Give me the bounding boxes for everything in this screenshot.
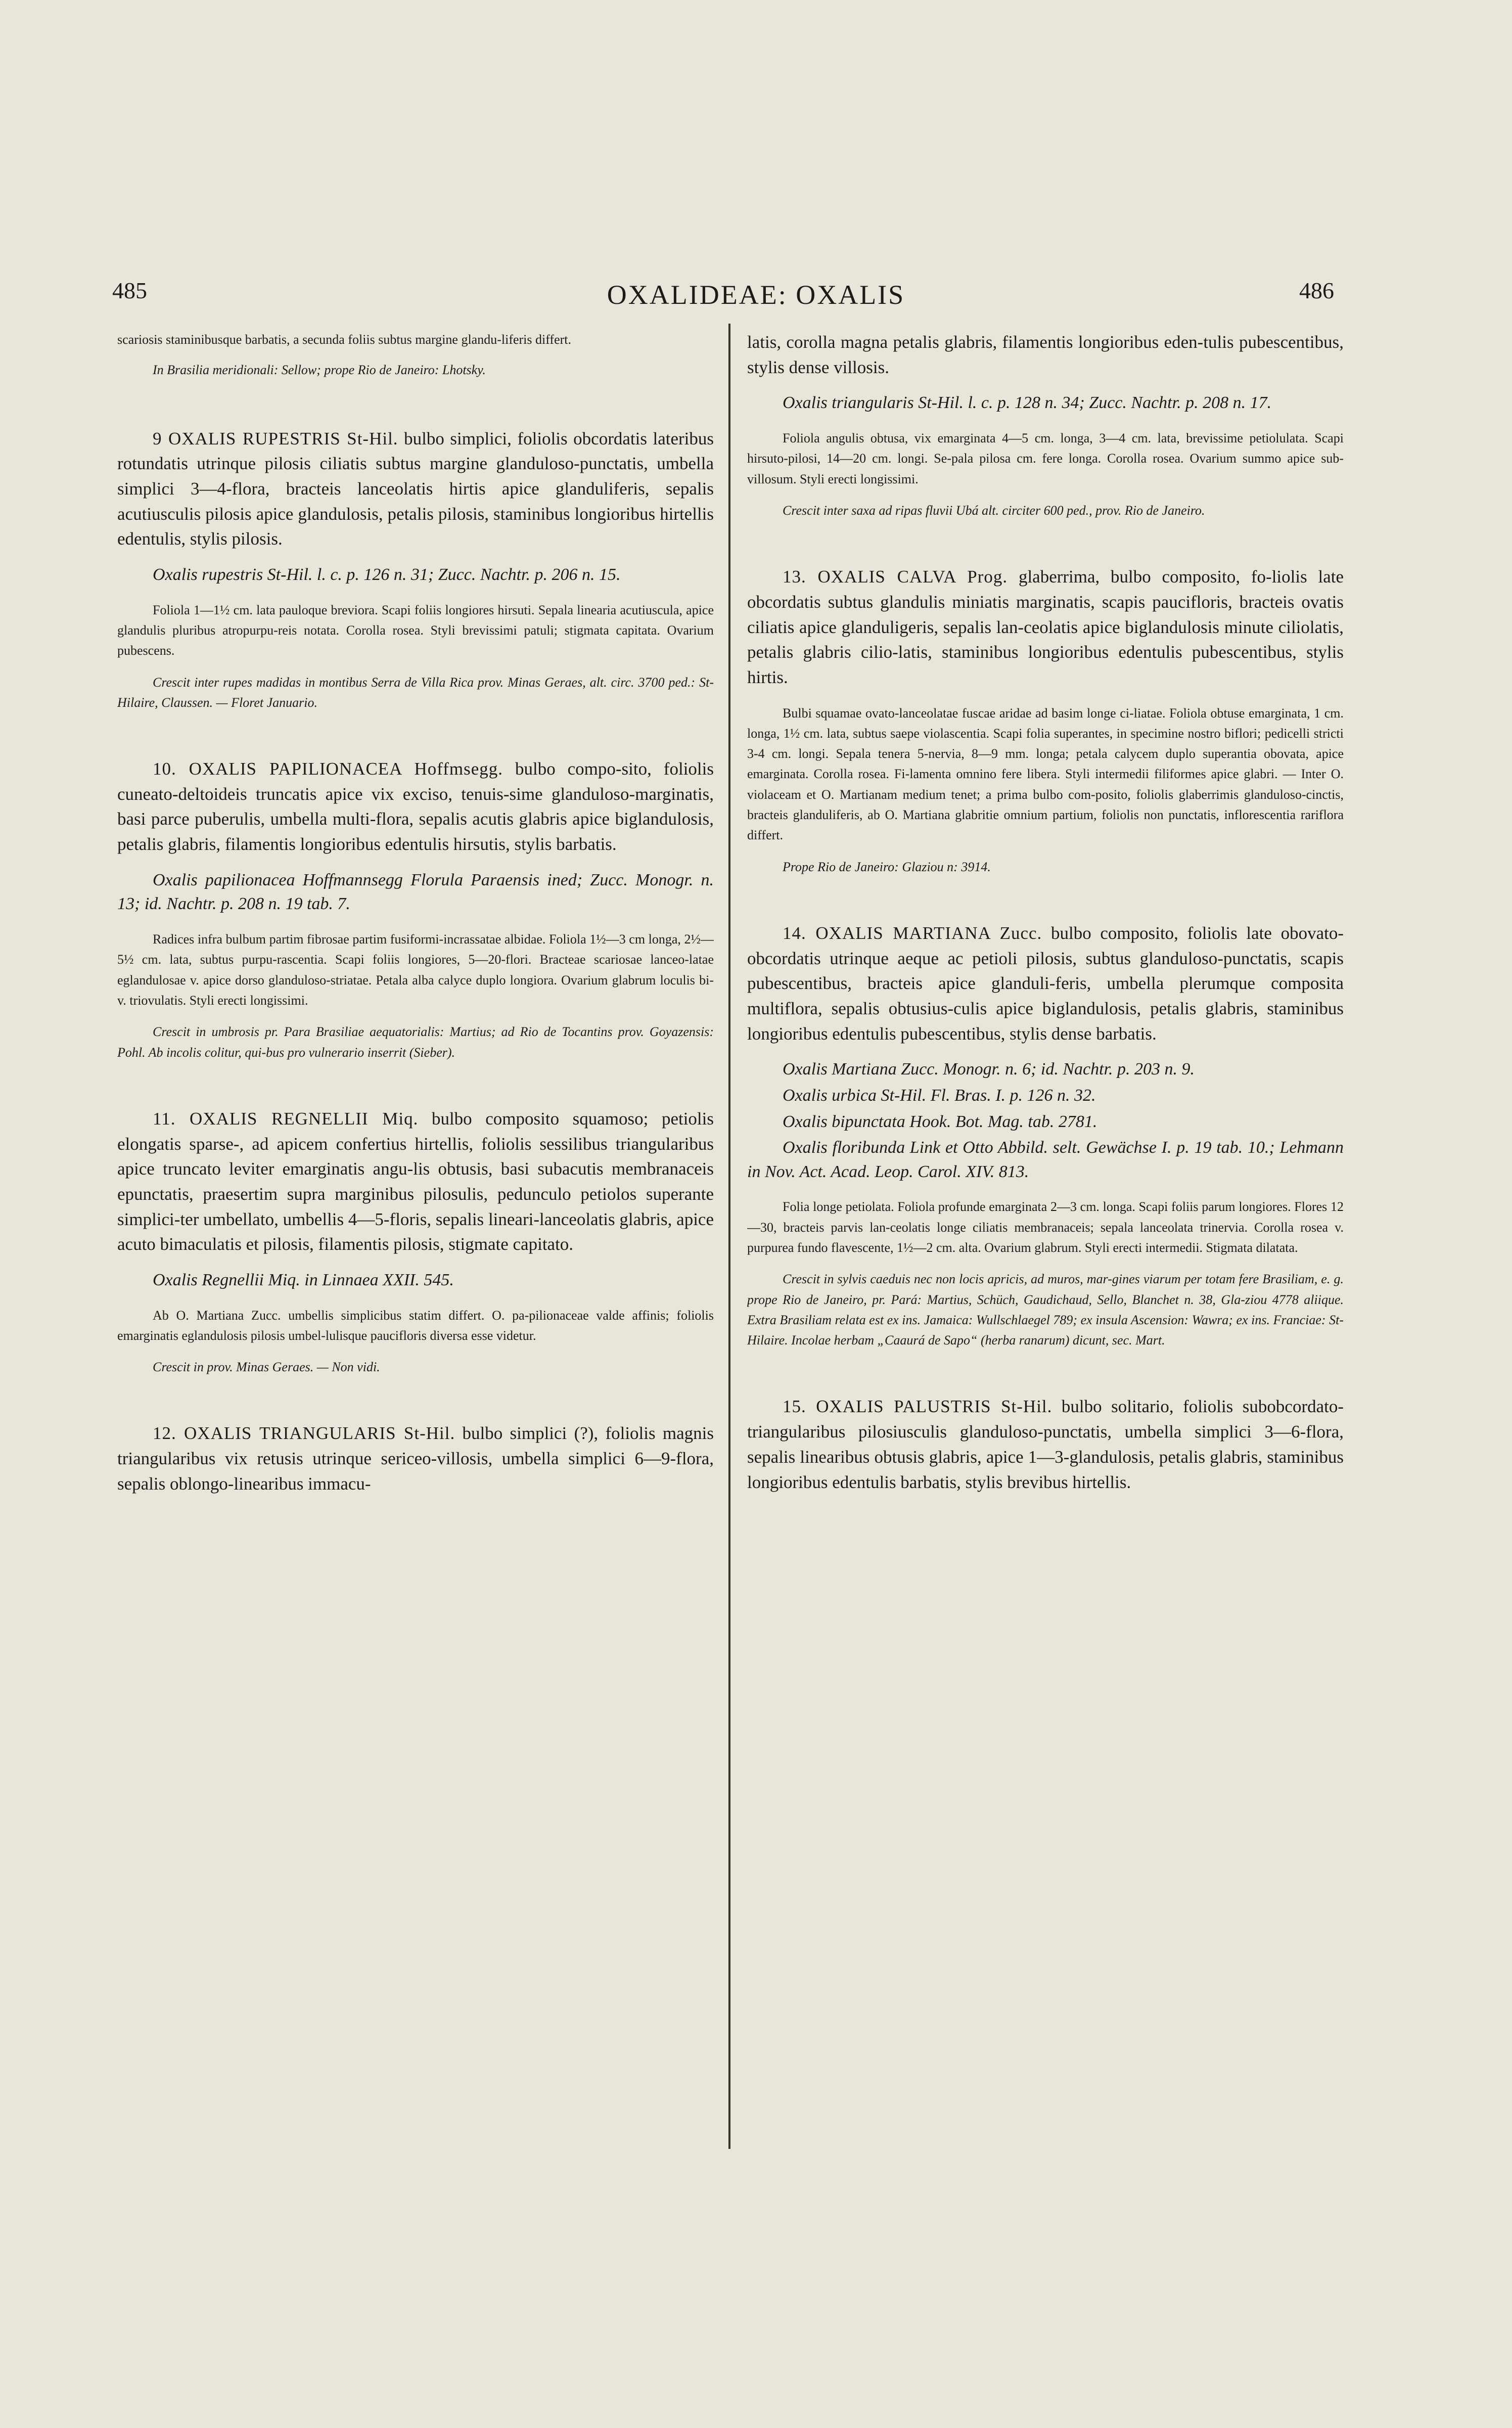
species-entry-9: [117, 426, 714, 713]
left-page-number: 485: [112, 278, 147, 303]
continued-habitat: In Brasilia meridionali: Sellow; prope Rio de Janeiro: Lhotsky.: [153, 363, 486, 378]
morphology-note: Foliola angulis obtusa, vix emarginata 4—5 cm. longa, 3—4 cm. lata, brevissime petiolulata. Scapi hirsuto-pilosi, 14—20 cm. longi. Se-pala pilosa cm. fere longa. Corolla rosea. Ovarium summo apice sub-villosum. Styli erecti longissimi.: [747, 430, 1344, 486]
morphology-note: Folia longe petiolata. Foliola profunde emarginata 2—3 cm. longa. Scapi foliis parum longiores. Flores 12—30, bracteis parvis lan-ceolatis longe ciliatis membranaceis; sepala lanceolata trinervia. Corolla rosea v. purpurea fundo flavescente, 1½—2 cm. alta. Ovarium glabrum. Styli erecti intermedii. Stigmata dilatata.: [747, 1199, 1344, 1255]
habitat-note: Crescit in prov. Minas Geraes. — Non vidi.: [153, 1360, 380, 1375]
species-diagnosis: bulbo compo-sito, foliolis cuneato-deltoideis truncatis apice vix exciso, tenuis-sime glanduloso-marginatis, basi parce puberulis, umbella multi-flora, sepalis acutis glabris apice biglandulosis, petalis glabris, filamentis longioribus edentulis hirsutis, stylis barbatis.: [117, 759, 714, 855]
morphology-note: Radices infra bulbum partim fibrosae partim fusiformi-incrassatae albidae. Foliola 1½—3 cm longa, 2½—5½ cm. lata, subtus purpu-rascentia. Scapi foliis longiores, 5—20-flori. Bracteae scariosae lanceo-latae eglandulosae v. apice dorso glanduloso-striatae. Petala alba calyce duplo longiora. Ovarium glabrum loculis bi- v. triovulatis. Styli erecti longissimi.: [117, 932, 714, 1008]
right-column: [747, 330, 1344, 2281]
species-heading: 10. OXALIS PAPILIONACEA Hoffmsegg.: [153, 759, 503, 779]
species-heading: 9 OXALIS RUPESTRIS St-Hil.: [153, 428, 398, 448]
species-entry-12: [117, 1421, 714, 1496]
species-description: [747, 921, 1344, 1046]
synonym: Oxalis bipunctata Hook. Bot. Mag. tab. 2781.: [783, 1112, 1097, 1131]
synonym: Oxalis rupestris St-Hil. l. c. p. 126 n. 31; Zucc. Nachtr. p. 206 n. 15.: [153, 565, 621, 584]
habitat-note: Crescit inter saxa ad ripas fluvii Ubá alt. circiter 600 ped., prov. Rio de Janeiro.: [783, 503, 1205, 518]
species-entry-14: [747, 921, 1344, 1351]
species-diagnosis: bulbo solitario, foliolis subobcordato-triangularibus pilosiusculis glanduloso-punctatis, umbella simplici 3—6-flora, sepalis linearibus obtusis glabris, apice 1—3-glandulosis, petalis glabris, staminibus longioribus edentulis barbatis, stylis brevibus hirtellis.: [747, 1397, 1344, 1492]
habitat-note: Crescit in sylvis caeduis nec non locis apricis, ad muros, mar-gines viarum per totam fere Brasiliam, e. g. prope Rio de Janeiro, pr. Pará: Martius, Schüch, Gaudichaud, Sello, Blanchet n. 38, Gla-ziou 4778 aliique. Extra Brasiliam relata est ex ins. Jamaica: Wullschlaegel 789; ex insula Ascension: Wawra; ex ins. Franciae: St-Hilaire. Incolae herbam „Caaurá de Sapo“ (herba ranarum) dicunt, sec. Mart.: [747, 1272, 1344, 1348]
running-title: OXALIDEAE: OXALIS: [607, 280, 905, 310]
morphology-note: Foliola 1—1½ cm. lata pauloque breviora. Scapi foliis longiores hirsuti. Sepala linearia acutiuscula, apice glandulis pluribus atropurpu-reis notata. Corolla rosea. Styli brevissimi patuli; stigmata capitata. Ovarium pubescens.: [117, 602, 714, 658]
species-description: [747, 564, 1344, 690]
left-column: [117, 330, 714, 2281]
page-header: [0, 277, 1512, 323]
species-diagnosis: bulbo simplici (?), foliolis magnis triangularibus vix retusis utrinque sericeo-villosis, umbella simplici 6—9-flora, sepalis oblongo-linearibus immacu-: [117, 1423, 714, 1494]
synonym: Oxalis urbica St-Hil. Fl. Bras. I. p. 126 n. 32.: [783, 1086, 1096, 1105]
morphology-note: Ab O. Martiana Zucc. umbellis simplicibus statim differt. O. pa-pilionaceae valde affinis; foliolis emarginatis eglandulosis pilosis umbel-lulisque paucifloris diversa esse videtur.: [117, 1308, 714, 1343]
species-description: [117, 426, 714, 552]
column-divider: [728, 324, 730, 2149]
species-description: [117, 756, 714, 857]
synonym: Oxalis floribunda Link et Otto Abbild. selt. Gewächse I. p. 19 tab. 10.; Lehmann in Nov. Act. Acad. Leop. Carol. XIV. 813.: [747, 1138, 1344, 1181]
species-entry-13: [747, 564, 1344, 877]
species-diagnosis: glaberrima, bulbo composito, fo-liolis late obcordatis subtus glandulis miniatis marginatis, scapis paucifloris, bracteis ovatis ciliatis apice glanduligeris, sepalis lan-ceolatis apice biglandulosis minute ciliolatis, petalis glabris cilio-latis, staminibus longioribus edentulis pubescentibus, stylis hirtis.: [747, 567, 1344, 687]
species-entry-15: [747, 1394, 1344, 1495]
right-page-number: 486: [1299, 278, 1334, 303]
synonym: Oxalis triangularis St-Hil. l. c. p. 128 n. 34; Zucc. Nachtr. p. 208 n. 17.: [783, 393, 1272, 413]
synonym: Oxalis Regnellii Miq. in Linnaea XXII. 545.: [153, 1270, 454, 1289]
species-heading: 13. OXALIS CALVA Prog.: [783, 567, 1008, 587]
synonym: Oxalis papilionacea Hoffmannsegg Florula Paraensis ined; Zucc. Monogr. n. 13; id. Nachtr. p. 208 n. 19 tab. 7.: [117, 870, 714, 914]
continued-text: scariosis staminibusque barbatis, a secunda foliis subtus margine glandu-liferis differt.: [117, 332, 572, 347]
morphology-note: Bulbi squamae ovato-lanceolatae fuscae aridae ad basim longe ci-liatae. Foliola obtuse emarginata, 1 cm. longa, 1½ cm. lata, subtus saepe violascentia. Scapi folia superantes, in specimine nostro biflori; pedicelli stricti 3-4 cm. longi. Sepala tenera 5-nervia, 8—9 mm. longa; petala calycem duplo superantia obovata, apice emarginata. Corolla rosea. Fi-lamenta omnino fere libera. Styli intermedii filiformes apice glabri. — Inter O. violaceam et O. Martianam medium tenet; a prima bulbo com-posito, foliolis glaberrimis glanduloso-cinctis, bracteis glanduliferis, ab O. Martiana glabritie omnium partium, foliolis non punctatis, inflorescentia rariflora differt.: [747, 705, 1344, 843]
habitat-note: Prope Rio de Janeiro: Glaziou n: 3914.: [783, 859, 991, 874]
species-heading: 15. OXALIS PALUSTRIS St-Hil.: [783, 1397, 1052, 1417]
species-heading: 14. OXALIS MARTIANA Zucc.: [783, 923, 1042, 943]
species-entry-10: [117, 756, 714, 1063]
species-diagnosis: bulbo composito squamoso; petiolis elongatis sparse-, ad apicem confertius hirtellis, foliolis sessilibus triangularibus apice truncato leviter emarginatis angu-lis obtusis, basi subacutis membranaceis epunctatis, praesertim supra marginibus pilosulis, pedunculo petiolos superante simplici-ter umbellato, umbellis 4—5-floris, sepalis lineari-lanceolatis glabris, apice acuto bimaculatis et pilosis, filamentis pilosis, stigmate capitato.: [117, 1108, 714, 1254]
species-diagnosis: bulbo simplici, foliolis obcordatis lateribus rotundatis utrinque pilosis ciliatis subtus margine glanduloso-punctatis, umbella simplici 3—4-flora, bracteis lanceolatis hirtis apice glanduliferis, sepalis acutiusculis pilosis apice glandulosis, petalis pilosis, staminibus longioribus hirtellis edentulis, stylis pilosis.: [117, 428, 714, 549]
species-entry-11: [117, 1106, 714, 1378]
species-description: [117, 1421, 714, 1496]
species-heading: 12. OXALIS TRIANGULARIS St-Hil.: [153, 1423, 455, 1444]
species-heading: 11. OXALIS REGNELLII Miq.: [153, 1108, 419, 1129]
species-diagnosis: bulbo composito, foliolis late obovato-obcordatis utrinque aeque ac petioli pilosis, subtus glanduloso-punctatis, scapis pubescentibus, bracteis apice glanduli-feris, umbella plerumque composita multiflora, sepalis obtusius-culis apice biglandulosis, petalis glabris, staminibus longioribus edentulis pubescentibus, stylis dense barbatis.: [747, 923, 1344, 1044]
species-entry-12-continued: [747, 330, 1344, 521]
habitat-note: Crescit in umbrosis pr. Para Brasiliae aequatorialis: Martius; ad Rio de Tocantins prov. Goyazensis: Pohl. Ab incolis colitur, qui-bus pro vulnerario inserrit (Sieber).: [117, 1024, 714, 1060]
species-description: [747, 1394, 1344, 1495]
synonym: Oxalis Martiana Zucc. Monogr. n. 6; id. Nachtr. p. 203 n. 9.: [783, 1060, 1195, 1079]
species-description: [117, 1106, 714, 1257]
species-diagnosis-continued: latis, corolla magna petalis glabris, filamentis longioribus eden-tulis pubescentibus, stylis dense villosis.: [747, 332, 1344, 377]
habitat-note: Crescit inter rupes madidas in montibus Serra de Villa Rica prov. Minas Geraes, alt. circ. 3700 ped.: St-Hilaire, Claussen. — Floret Januario.: [117, 675, 714, 710]
